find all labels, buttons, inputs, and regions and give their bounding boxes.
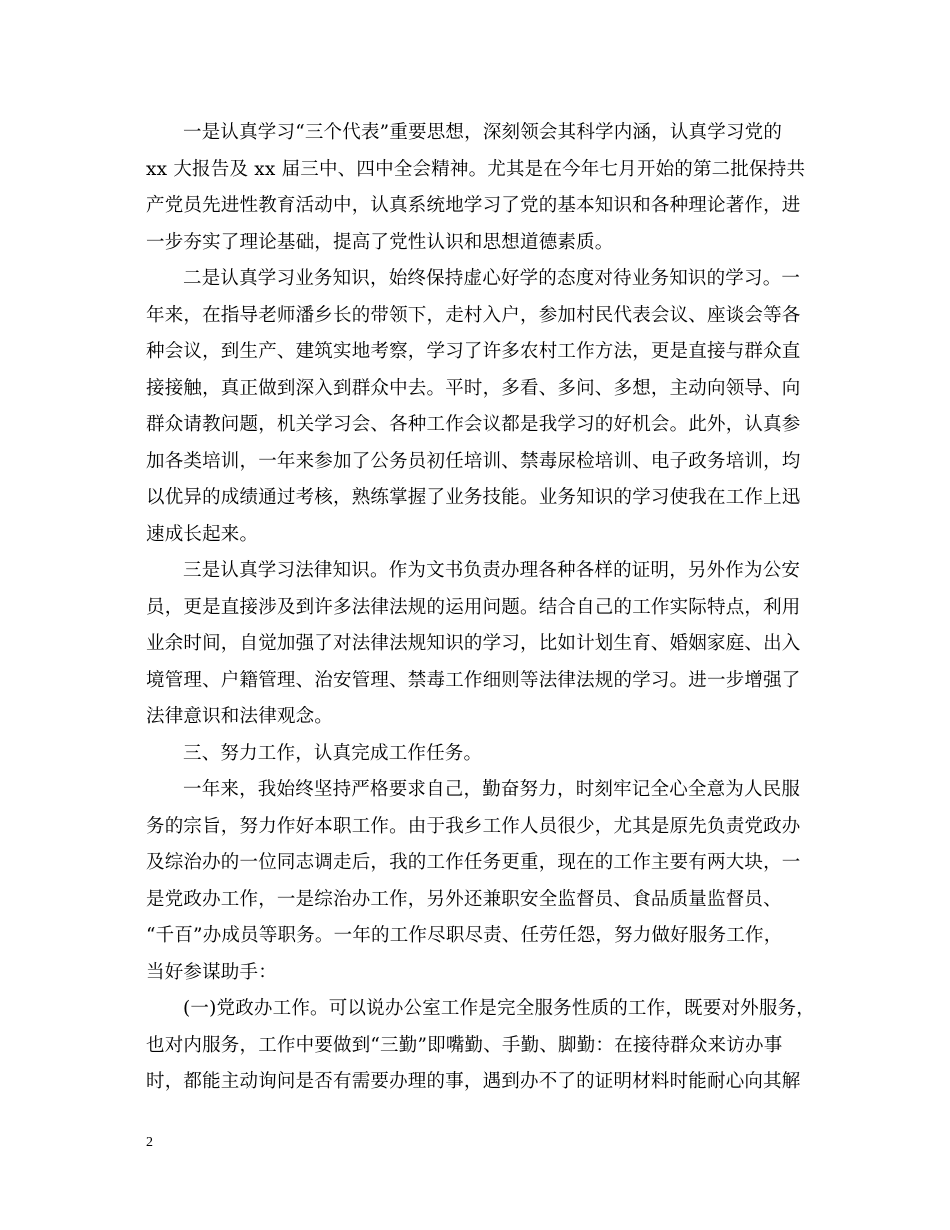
text-line: 接接触，真正做到深入到群众中去。平时，多看、多问、多想，主动向领导、向 bbox=[146, 377, 801, 399]
text-line: 速成长起来。 bbox=[146, 523, 259, 545]
text-line: “千百”办成员等职务。一年的工作尽职尽责、任劳任怨，努力做好服务工作， bbox=[146, 925, 783, 946]
text-line: 年来，在指导老师潘乡长的带领下，走村入户，参加村民代表会议、座谈会等各 bbox=[146, 304, 801, 326]
document-body bbox=[146, 115, 815, 1101]
text-line: 员，更是直接涉及到许多法律法规的运用问题。结合自己的工作实际特点，利用 bbox=[146, 596, 801, 618]
text-line: 产党员先进性教育活动中，认真系统地学习了党的基本知识和各种理论著作，进 bbox=[146, 195, 801, 216]
text-line: 一是认真学习“三个代表”重要思想，深刻领会其科学内涵，认真学习党的 bbox=[183, 122, 783, 143]
page-number: 2 bbox=[146, 1135, 153, 1150]
paragraph-party-office bbox=[146, 991, 815, 1101]
text-line: 时，都能主动询问是否有需要办理的事，遇到办不了的证明材料时能耐心向其解 bbox=[146, 1071, 801, 1092]
text-line: 以优异的成绩通过考核，熟练掌握了业务技能。业务知识的学习使我在工作上迅 bbox=[146, 487, 801, 508]
text-line: 当好参谋助手： bbox=[146, 961, 277, 983]
text-line: 也对内服务，工作中要做到“三勤”即嘴勤、手勤、脚勤：在接待群众来访办事 bbox=[146, 1034, 783, 1056]
text-line: 种会议，到生产、建筑实地考察，学习了许多农村工作方法，更是直接与群众直 bbox=[146, 341, 801, 362]
text-line: 及综治办的一位同志调走后，我的工作任务更重，现在的工作主要有两大块，一 bbox=[146, 852, 801, 873]
text-line: 业余时间，自觉加强了对法律法规知识的学习，比如计划生育、婚姻家庭、出入 bbox=[146, 633, 801, 654]
text-line: 是党政办工作，一是综治办工作，另外还兼职安全监督员、食品质量监督员、 bbox=[146, 888, 782, 910]
text-line: 境管理、户籍管理、治安管理、禁毒工作细则等法律法规的学习。进一步增强了 bbox=[146, 669, 801, 691]
text-line: 一步夯实了理论基础，提高了党性认识和思想道德素质。 bbox=[146, 231, 614, 253]
text-line: 法律意识和法律观念。 bbox=[146, 706, 334, 727]
text-line: 务的宗旨，努力作好本职工作。由于我乡工作人员很少，尤其是原先负责党政办 bbox=[146, 815, 801, 837]
text-line: 一年来，我始终坚持严格要求自己，勤奋努力，时刻牢记全心全意为人民服 bbox=[183, 779, 801, 800]
text-line: 三是认真学习法律知识。作为文书负责办理各种各样的证明，另外作为公安 bbox=[183, 560, 801, 581]
text-line: 二是认真学习业务知识，始终保持虚心好学的态度对待业务知识的学习。一 bbox=[183, 268, 801, 289]
paragraph-study-theory bbox=[146, 115, 810, 261]
paragraph-work-summary bbox=[146, 772, 810, 991]
text-line: (一)党政办工作。可以说办公室工作是完全服务性质的工作，既要对外服务， bbox=[183, 998, 815, 1019]
text-line: 群众请教问题，机关学习会、各种工作会议都是我学习的好机会。此外，认真参 bbox=[146, 414, 801, 435]
paragraph-study-business bbox=[146, 261, 810, 553]
text-line: xx 大报告及 xx 届三中、四中全会精神。尤其是在今年七月开始的第二批保持共 bbox=[146, 158, 806, 180]
paragraph-study-law bbox=[146, 553, 810, 736]
text-line: 三、努力工作，认真完成工作任务。 bbox=[183, 742, 483, 764]
text-line: 加各类培训，一年来参加了公务员初任培训、禁毒尿检培训、电子政务培训，均 bbox=[146, 450, 801, 472]
section-heading-work bbox=[146, 736, 810, 773]
